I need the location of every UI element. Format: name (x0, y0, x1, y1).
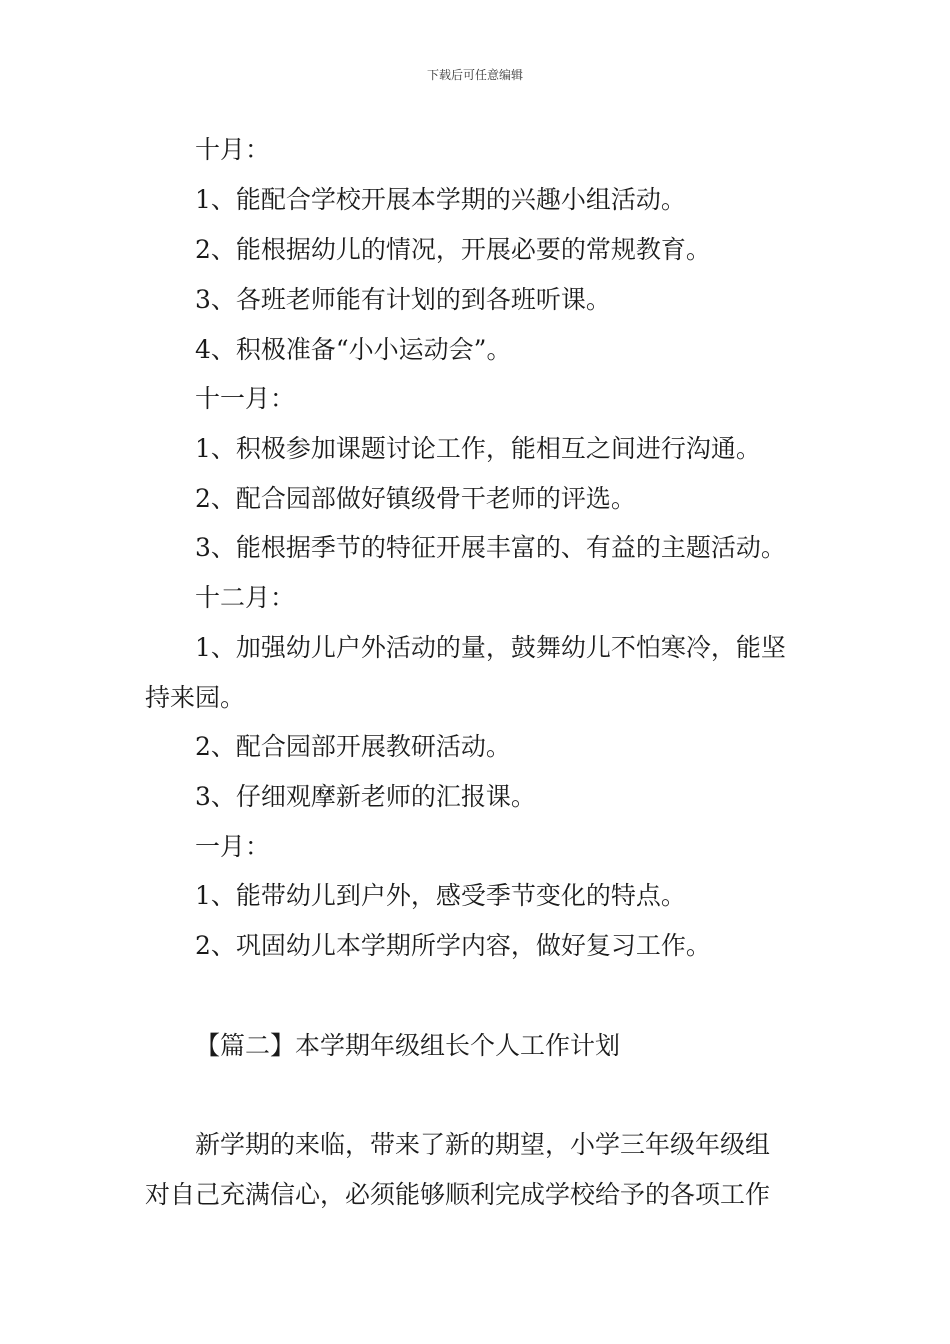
october-item-1: 1、能配合学校开展本学期的兴趣小组活动。 (195, 185, 686, 214)
october-item-3: 3、各班老师能有计划的到各班听课。 (195, 285, 611, 314)
intro-paragraph-line-1: 新学期的来临，带来了新的期望，小学三年级年级组 (195, 1130, 771, 1159)
page-header-note: 下载后可任意编辑 (426, 68, 523, 82)
january-item-1: 1、能带幼儿到户外，感受季节变化的特点。 (195, 881, 686, 910)
november-item-3: 3、能根据季节的特征开展丰富的、有益的主题活动。 (195, 533, 786, 562)
december-item-1: 1、加强幼儿户外活动的量，鼓舞幼儿不怕寒冷，能坚 (195, 633, 786, 662)
october-item-2: 2、能根据幼儿的情况，开展必要的常规教育。 (195, 235, 711, 264)
november-item-1: 1、积极参加课题讨论工作，能相互之间进行沟通。 (195, 434, 761, 463)
month-heading-january: 一月： (195, 832, 271, 861)
intro-paragraph-line-2: 对自己充满信心，必须能够顺利完成学校给予的各项工作 (145, 1180, 771, 1209)
december-item-3: 3、仔细观摩新老师的汇报课。 (195, 782, 536, 811)
october-item-4: 4、积极准备“小小运动会”。 (195, 335, 512, 364)
november-item-2: 2、配合园部做好镇级骨干老师的评选。 (195, 484, 636, 513)
month-heading-december: 十二月： (195, 583, 296, 612)
december-item-2: 2、配合园部开展教研活动。 (195, 732, 511, 761)
december-item-1-continuation: 持来园。 (145, 683, 246, 712)
month-heading-october: 十月： (195, 135, 271, 164)
january-item-2: 2、巩固幼儿本学期所学内容，做好复习工作。 (195, 931, 711, 960)
month-heading-november: 十一月： (195, 384, 296, 413)
section-title: 【篇二】本学期年级组长个人工作计划 (195, 1031, 621, 1060)
